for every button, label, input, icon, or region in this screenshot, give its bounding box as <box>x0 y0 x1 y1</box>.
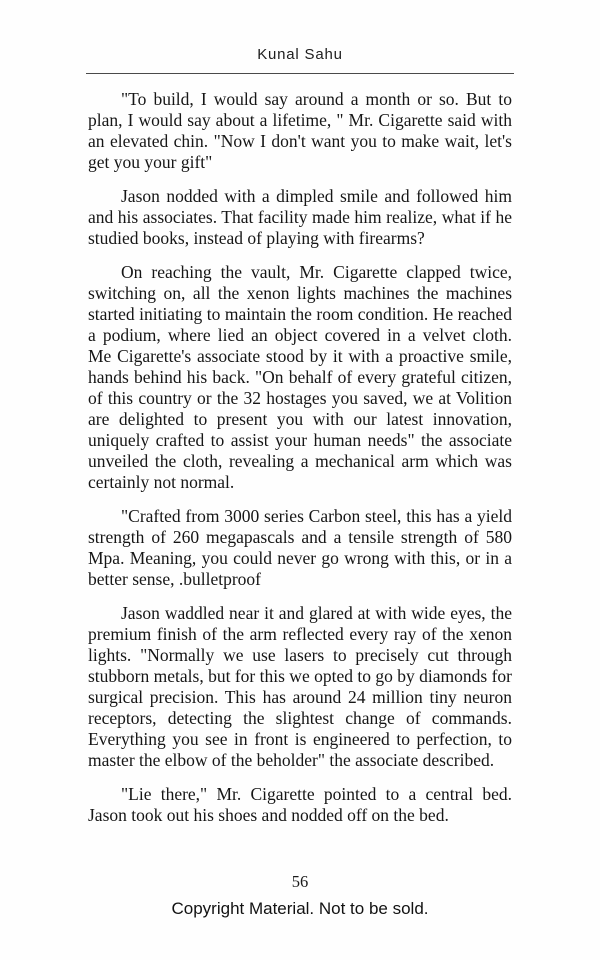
body-paragraph: Jason nodded with a dimpled smile and followed him and his associates. That facility made him realize, what if he studied books, instead of playing with firearms? <box>88 186 512 248</box>
body-paragraph: Jason waddled near it and glared at with wide eyes, the premium finish of the arm reflected every ray of the xenon lights. "Normally we use lasers to precisely cut through stubborn metals, but for this we opted to go by diamonds for surgical precision. This has around 24 million tiny neuron receptors, detecting the slightest change of commands. Everything you see in front is engineered to perfection, to master the elbow of the beholder" the associate described. <box>88 603 512 770</box>
page-footer <box>0 872 600 919</box>
page-number: 56 <box>291 872 309 891</box>
body-paragraph: "Lie there," Mr. Cigarette pointed to a central bed. Jason took out his shoes and nodded off on the bed. <box>88 784 512 825</box>
copyright-notice: Copyright Material. Not to be sold. <box>171 899 429 918</box>
body-paragraph: "To build, I would say around a month or so. But to plan, I would say about a lifetime, " Mr. Cigarette said with an elevated chin. "Now I don't want you to make wait, let's get you your gift" <box>88 89 512 172</box>
body-paragraph: On reaching the vault, Mr. Cigarette clapped twice, switching on, all the xenon lights machines the machines started initiating to maintain the room condition. He reached a podium, where lied an object covered in a velvet cloth. Me Cigarette's associate stood by it with a proactive smile, hands behind his back. "On behalf of every grateful citizen, of this country or the 32 hostages you saved, we at Volition are delighted to present you with our latest innovation, uniquely crafted to assist your human needs" the associate unveiled the cloth, revealing a mechanical arm which was certainly not normal. <box>88 262 512 492</box>
body-paragraph: "Crafted from 3000 series Carbon steel, this has a yield strength of 260 megapascals and a tensile strength of 580 Mpa. Meaning, you could never go wrong with this, or in a better sense, .bulletproof <box>88 506 512 589</box>
page-body <box>88 89 512 826</box>
running-head-author: Kunal Sahu <box>257 46 343 63</box>
header-rule <box>86 73 514 74</box>
